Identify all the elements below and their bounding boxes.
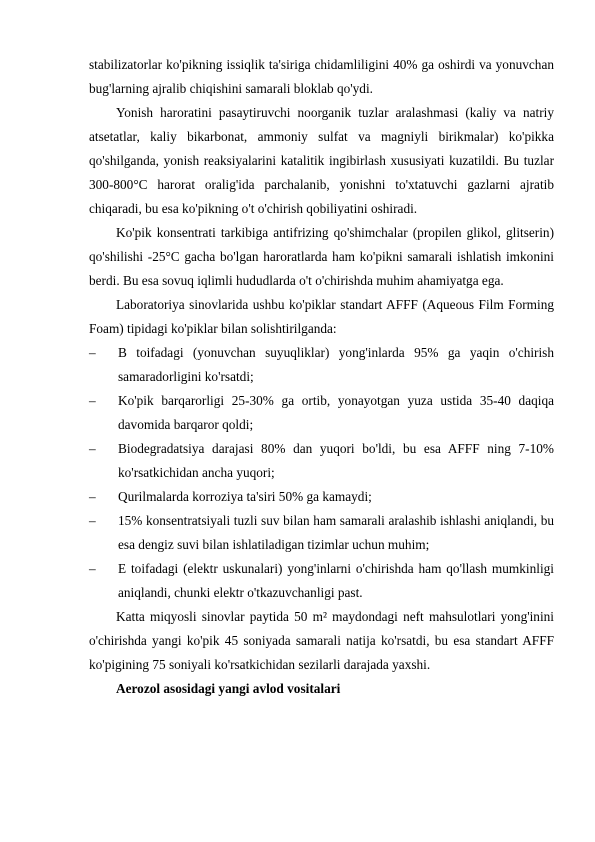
bullet-dash: –	[89, 441, 96, 456]
list-item-text: Ko'pik barqarorligi 25-30% ga ortib, yonayotgan yuza ustida 35-40 daqiqa davomida barqaror qoldi;	[118, 393, 554, 432]
list-item	[89, 341, 554, 389]
bullet-dash: –	[89, 393, 96, 408]
paragraph-large-scale-tests: Katta miqyosli sinovlar paytida 50 m² maydondagi neft mahsulotlari yong'inini o'chirishda yangi ko'pik 45 soniyada samarali natija ko'rsatdi, bu esa standart AFFF ko'pigining 75 soniyali ko'rsatkichidan sezilarli darajada yaxshi.	[89, 609, 554, 672]
paragraph-lab-tests: Laboratoriya sinovlarida ushbu ko'piklar standart AFFF (Aqueous Film Forming Foam) tipidagi ko'piklar bilan solishtirilganda:	[89, 297, 554, 336]
list-item-text: Qurilmalarda korroziya ta'siri 50% ga kamaydi;	[118, 489, 372, 504]
list-item	[89, 437, 554, 485]
list-item-text: 15% konsentratsiyali tuzli suv bilan ham samarali aralashib ishlashi aniqlandi, bu esa dengiz suvi bilan ishlatiladigan tizimlar uchun muhim;	[118, 513, 554, 552]
bullet-dash: –	[89, 513, 96, 528]
bullet-dash: –	[89, 561, 96, 576]
bullet-dash: –	[89, 489, 96, 504]
list-item	[89, 557, 554, 605]
list-item-text: B toifadagi (yonuvchan suyuqliklar) yong'inlarda 95% ga yaqin o'chirish samaradorligini ko'rsatdi;	[118, 345, 554, 384]
list-item	[89, 509, 554, 557]
list-item	[89, 485, 554, 509]
list-item-text: Biodegradatsiya darajasi 80% dan yuqori bo'ldi, bu esa AFFF ning 7-10% ko'rsatkichidan ancha yuqori;	[118, 441, 554, 480]
results-list	[89, 341, 554, 605]
section-heading: Aerozol asosidagi yangi avlod vositalari	[116, 681, 341, 696]
paragraph-antifreeze: Ko'pik konsentrati tarkibiga antifrizing qo'shimchalar (propilen glikol, glitserin) qo'shilishi -25°C gacha bo'lgan haroratlarda ham ko'pikni samarali ishlatish imkonini berdi. Bu esa sovuq iqlimli hududlarda o't o'chirishda muhim ahamiyatga ega.	[89, 225, 554, 288]
list-item-text: E toifadagi (elektr uskunalari) yong'inlarni o'chirishda ham qo'llash mumkinligi aniqlandi, chunki elektr o'tkazuvchanligi past.	[118, 561, 554, 600]
list-item	[89, 389, 554, 437]
paragraph-continuation: stabilizatorlar ko'pikning issiqlik ta'siriga chidamliligini 40% ga oshirdi va yonuvchan bug'larning ajralib chiqishini samarali bloklab qo'ydi.	[89, 57, 554, 96]
paragraph-inorganic-salts: Yonish haroratini pasaytiruvchi noorganik tuzlar aralashmasi (kaliy va natriy atsetatlar, kaliy bikarbonat, ammoniy sulfat va magniyli birikmalar) ko'pikka qo'shilganda, yonish reaksiyalarini katalitik ingibirlash xususiyati kuzatildi. Bu tuzlar 300-800°C harorat oralig'ida parchalanib, yonishni to'xtatuvchi gazlarni ajratib chiqaradi, bu esa ko'pikning o't o'chirish qobiliyatini oshiradi.	[89, 105, 554, 216]
document-page	[89, 53, 554, 701]
bullet-dash: –	[89, 345, 96, 360]
